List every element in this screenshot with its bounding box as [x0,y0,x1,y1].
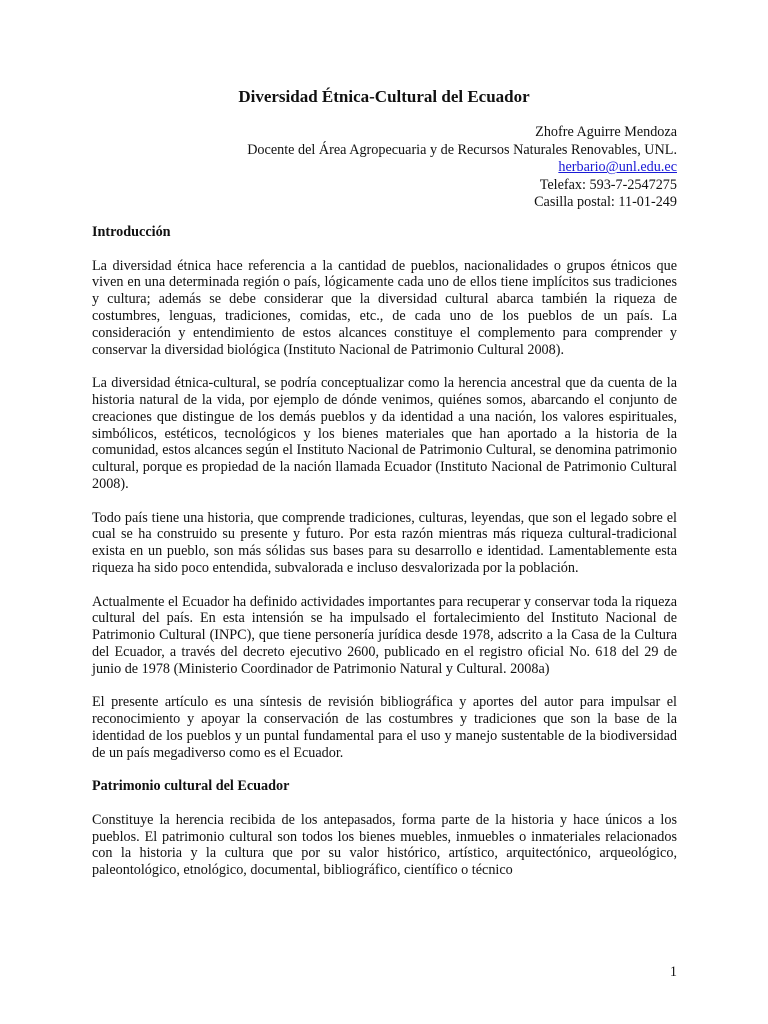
author-block [247,124,677,212]
section-heading-introduccion: Introducción [92,224,171,240]
page-number: 1 [669,964,677,980]
paragraph: Constituye la herencia recibida de los antepasados, forma parte de la historia y hace únicos a los pueblos. El patrimonio cultural son todos los bienes muebles, inmuebles o inmateriales relacionados con la historia y la cultura que por su valor histórico, artístico, arquitectónico, arqueológico, paleontológico, etnológico, documental, bibliográfico, científico o técnico [92,811,677,879]
author-name: Zhofre Aguirre Mendoza [535,124,677,140]
paragraph: Todo país tiene una historia, que comprende tradiciones, culturas, leyendas, que son el legado sobre el cual se ha construido su presente y futuro. Por esta razón mientras más riqueza cultural-tradicional exista en un pueblo, son más sólidas sus bases para su desarrollo e identidad. Lamentablemente esta riqueza ha sido poco entendida, subvalorada e incluso desvalorizada por la población. [92,509,677,576]
paragraph: Actualmente el Ecuador ha definido actividades importantes para recuperar y conservar toda la riqueza cultural del país. En esta intensión se ha impulsado el fortalecimiento del Instituto Nacional de Patrimonio Cultural (INPC), que tiene personería jurídica desde 1978, adscrito a la Casa de la Cultura del Ecuador, a través del decreto ejecutivo 2600, publicado en el registro oficial No. 618 del 29 de junio de 1978 (Ministerio Coordinador de Patrimonio Natural y Cultural. 2008a) [92,593,677,677]
document-body [92,224,677,896]
author-affiliation: Docente del Área Agropecuaria y de Recursos Naturales Renovables, UNL. [247,141,677,158]
paragraph: El presente artículo es una síntesis de revisión bibliográfica y aportes del autor para impulsar el reconocimiento y apoyar la conservación de las costumbres y tradiciones que son la base de la identidad de los pueblos y un puntal fundamental para el uso y manejo sustentable de la biodiversidad de un país megadiverso como es el Ecuador. [92,694,677,761]
paragraph: La diversidad étnica-cultural, se podría conceptualizar como la herencia ancestral que da cuenta de la historia natural de la vida, por ejemplo de dónde venimos, quiénes somos, abarcando el conjunto de creaciones que distingue de los demás pueblos y da identidad a una nación, los valores espirituales, simbólicos, estéticos, tecnológicos y los bienes materiales que han aportado a la historia de la comunidad, estos alcances según el Instituto Nacional de Patrimonio Cultural, se denomina patrimonio cultural, porque es propiedad de la nación llamada Ecuador (Instituto Nacional de Patrimonio Cultural 2008). [92,375,677,492]
section-heading-patrimonio: Patrimonio cultural del Ecuador [92,778,290,795]
document-title: Diversidad Étnica-Cultural del Ecuador [238,87,530,106]
author-email-link[interactable]: herbario@unl.edu.ec [558,159,677,176]
author-postal: Casilla postal: 11-01-249 [534,194,677,211]
author-fax: Telefax: 593-7-2547275 [539,176,677,193]
paragraph: La diversidad étnica hace referencia a la cantidad de pueblos, nacionalidades o grupos étnicos que viven en una determinada región o país, lógicamente cada uno de ellos tiene implícitos sus tradiciones y cultura; además se debe considerar que la diversidad cultural abarca también la riqueza de costumbres, lenguas, tradiciones, comidas, etc., de cada uno de los pueblos de un país. La consideración y entendimiento de estos alcances constituye el complemento para comprender y conservar la diversidad biológica (Instituto Nacional de Patrimonio Cultural 2008). [92,257,677,358]
